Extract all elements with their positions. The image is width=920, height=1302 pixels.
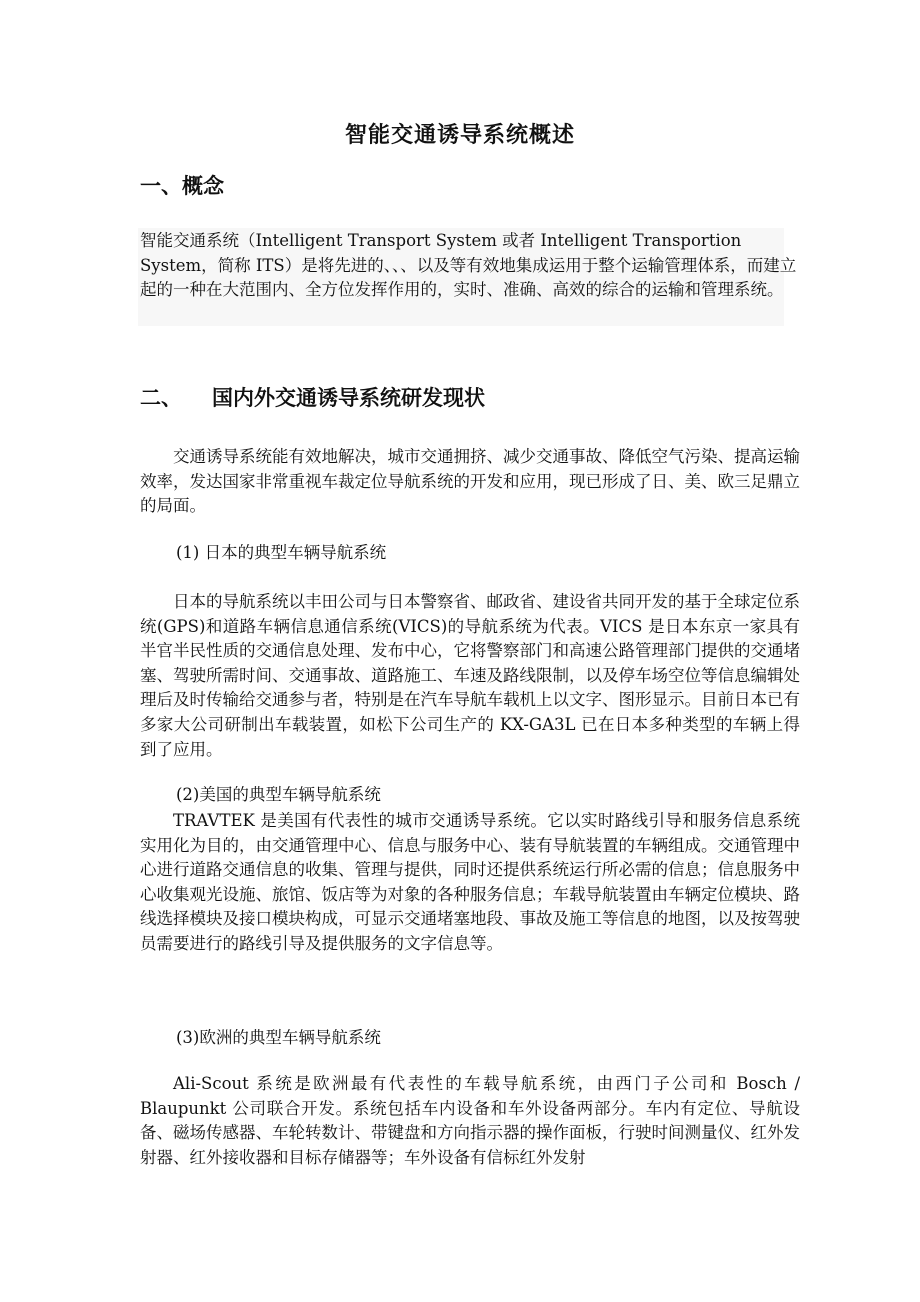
usa-paragraph: TRAVTEK 是美国有代表性的城市交通诱导系统。它以实时路线引导和服务信息系统实用化为目的，由交通管理中心、信息与服务中心、装有导航装置的车辆组成。交通管理中心进行道路交通信息的收集、管理与提供，同时还提供系统运行所必需的信息；信息服务中心收集观光设施、旅馆、饭店等为对象的各种服务信息；车载导航装置由车辆定位模块、路线选择模块及接口模块构成，可显示交通堵塞地段、事故及施工等信息的地图，以及按驾驶员需要进行的路线引导及提供服务的文字信息等。 — [140, 811, 800, 953]
section-heading-number: 二、 — [140, 385, 182, 410]
concept-paragraph: 智能交通系统（Intelligent Transport System 或者 Intelligent Transportion System，简称 ITS）是将先进的、、、以及等有效地集成运用于整个运输管理体系，而建立起的一种在大范围内、全方位发挥作用的，实时、准确、高效的综合的运输和管理系统。 — [140, 231, 797, 300]
section-heading-text: 国内外交通诱导系统研发现状 — [212, 385, 485, 410]
subheading-europe: (3)欧洲的典型车辆导航系统 — [176, 1028, 381, 1047]
japan-paragraph: 日本的导航系统以丰田公司与日本警察省、邮政省、建设省共同开发的基于全球定位系统(GPS)和道路车辆信息通信系统(VICS)的导航系统为代表。VICS 是日本东京一家具有半官半民性质的交通信息处理、发布中心，它将警察部门和高速公路管理部门提供的交通堵塞、驾驶所需时间、交通事故、道路施工、车速及路线限制，以及停车场空位等信息编辑处理后及时传输给交通参与者，特别是在汽车导航车载机上以文字、图形显示。目前日本已有多家大公司研制出车载装置，如松下公司生产的 KX-GA3L 已在日本多种类型的车辆上得到了应用。 — [140, 592, 800, 759]
europe-paragraph: Ali-Scout 系统是欧洲最有代表性的车载导航系统，由西门子公司和 Bosch / Blaupunkt 公司联合开发。系统包括车内设备和车外设备两部分。车内有定位、导航设备、磁场传感器、车轮转数计、带键盘和方向指示器的操作面板，行驶时间测量仪、红外发射器、红外接收器和目标存储器等；车外设备有信标红外发射 — [140, 1074, 801, 1167]
document-title: 智能交通诱导系统概述 — [344, 122, 575, 148]
intro-paragraph: 交通诱导系统能有效地解决，城市交通拥挤、减少交通事故、降低空气污染、提高运输效率，发达国家非常重视车裁定位导航系统的开发和应用，现已形成了日、美、欧三足鼎立的局面。 — [140, 447, 800, 516]
subheading-japan: (1) 日本的典型车辆导航系统 — [176, 543, 387, 562]
section-heading-research-status — [140, 382, 485, 412]
subheading-usa: (2)美国的典型车辆导航系统 — [176, 785, 381, 804]
section-heading-concept: 一、概念 — [140, 173, 224, 198]
